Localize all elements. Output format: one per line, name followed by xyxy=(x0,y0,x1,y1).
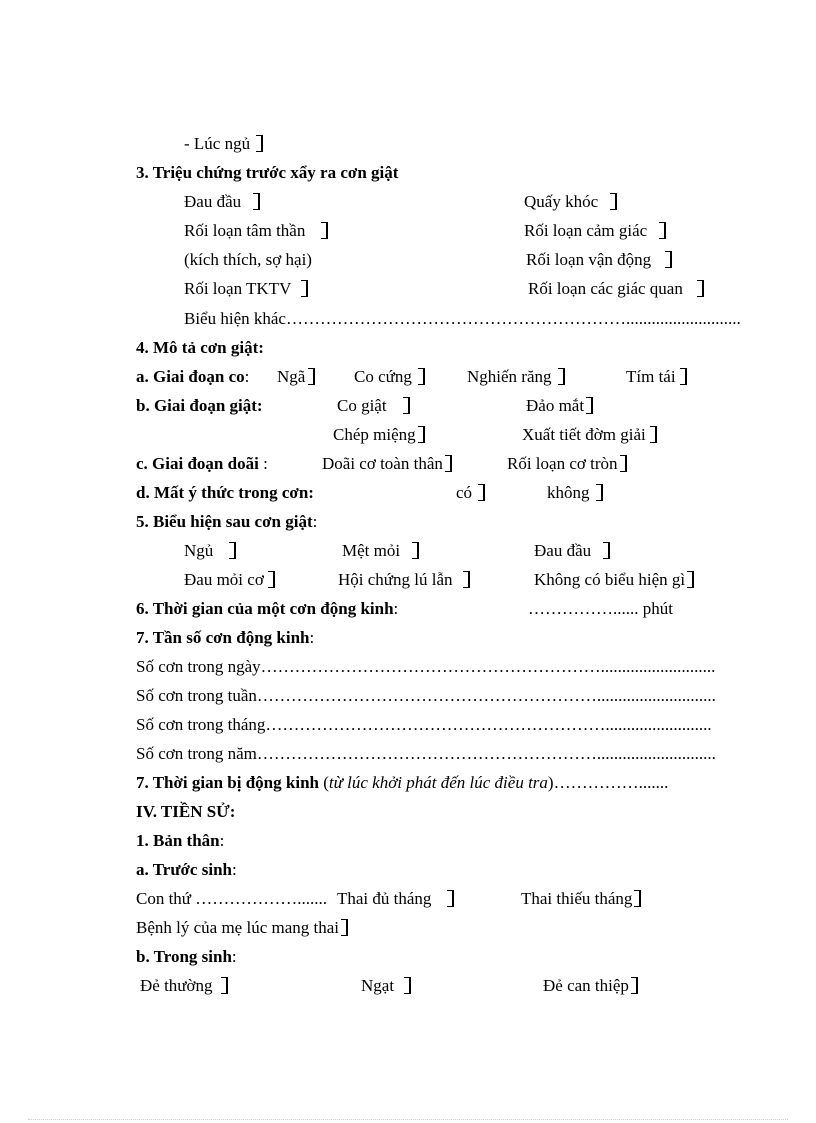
label-thai-du-thang: Thai đủ tháng xyxy=(337,889,432,908)
field-phut[interactable]: ……………...... phút xyxy=(528,599,673,618)
checkbox-xuat-tiet[interactable] xyxy=(650,426,657,443)
label-mat-y-thuc: d. Mất ý thức trong cơn: xyxy=(136,483,314,502)
label-tim-tai: Tím tái xyxy=(626,367,676,386)
section-5-label: 5. Biểu hiện sau cơn giật xyxy=(136,512,313,531)
checkbox-co-cung[interactable] xyxy=(418,368,425,385)
checkbox-benh-ly[interactable] xyxy=(341,919,348,936)
section-3-title: 3. Triệu chứng trước xẩy ra cơn giật xyxy=(136,163,399,182)
label-roi-loan-cam-giac: Rối loạn cảm giác xyxy=(524,221,648,240)
colon: : xyxy=(231,947,237,966)
option-co-cung xyxy=(354,367,425,387)
label-nga: Ngã xyxy=(277,367,306,386)
checkbox-ngat[interactable] xyxy=(404,977,411,994)
option-khong xyxy=(547,483,603,503)
label-roi-loan-co-tron: Rối loạn cơ tròn xyxy=(507,454,618,473)
label-giai-doan-doai: c. Giai đoạn doãi xyxy=(136,454,259,473)
checkbox-roi-loan-van-dong[interactable] xyxy=(665,251,672,268)
label-khong-bieu-hien: Không có biểu hiện gì xyxy=(534,570,686,589)
label-ban-than: 1. Bản thân xyxy=(136,831,220,850)
option-dao-mat xyxy=(526,396,593,416)
label-xuat-tiet: Xuất tiết đờm giải xyxy=(522,425,646,444)
checkbox-luc-ngu[interactable] xyxy=(256,135,263,152)
checkbox-roi-loan-tam-than[interactable] xyxy=(321,222,328,239)
checkbox-ngu[interactable] xyxy=(229,542,236,559)
option-thai-du-thang xyxy=(337,889,454,909)
section-6-title xyxy=(136,599,398,619)
section-6-label: 6. Thời gian của một cơn động kinh xyxy=(136,599,394,618)
option-ngat xyxy=(361,976,411,996)
label-trong-sinh: b. Trong sinh xyxy=(136,947,232,966)
paren-open: ( xyxy=(318,773,329,792)
field-so-con-ngay[interactable]: Số cơn trong ngày……………………………………………………........................... xyxy=(136,657,716,676)
section-7b-label: 7. Thời gian bị động kinh xyxy=(136,773,319,792)
colon: : xyxy=(231,860,237,879)
label-khong: không xyxy=(547,483,590,502)
label-roi-loan-van-dong: Rối loạn vận động xyxy=(526,250,652,269)
section-4-title: 4. Mô tả cơn giật: xyxy=(136,338,264,357)
label-de-thuong: Đẻ thường xyxy=(140,976,213,995)
option-ngu xyxy=(184,541,236,561)
section-7b-note: từ lúc khởi phát đến lúc điều tra xyxy=(328,773,548,792)
field-so-con-thang[interactable]: Số cơn trong tháng……………………………………………………......................... xyxy=(136,715,712,734)
row-giai-doan-doai xyxy=(136,454,268,474)
label-co-giat: Co giật xyxy=(337,396,387,415)
option-co-giat xyxy=(337,396,410,416)
checkbox-khong[interactable] xyxy=(596,484,603,501)
label-met-moi: Mệt mỏi xyxy=(342,541,401,560)
checkbox-de-thuong[interactable] xyxy=(221,977,228,994)
checkbox-dau-dau[interactable] xyxy=(253,193,260,210)
section-5-title xyxy=(136,512,317,532)
label-nghien-rang: Nghiến răng xyxy=(467,367,552,386)
label-quay-khoc: Quấy khóc xyxy=(524,192,599,211)
colon: : xyxy=(219,831,225,850)
label-roi-loan-tktv: Rối loạn TKTV xyxy=(184,279,292,298)
option-luc-ngu: - Lúc ngủ xyxy=(184,134,251,153)
heading-truoc-sinh xyxy=(136,860,237,880)
colon: : xyxy=(244,367,250,386)
option-co xyxy=(456,483,485,503)
option-roi-loan-co-tron xyxy=(507,454,627,474)
label-dau-dau: Đau đầu xyxy=(184,192,242,211)
label-doai-co: Doãi cơ toàn thân xyxy=(322,454,443,473)
option-dau-moi-co xyxy=(184,570,275,590)
field-so-con-tuan[interactable]: Số cơn trong tuần……………………………………………………............................ xyxy=(136,686,716,705)
option-de-thuong xyxy=(140,976,228,996)
checkbox-doai-co[interactable] xyxy=(445,455,452,472)
label-co-cung: Co cứng xyxy=(354,367,412,386)
checkbox-met-moi[interactable] xyxy=(412,542,419,559)
checkbox-nga[interactable] xyxy=(308,368,315,385)
checkbox-de-can-thiep[interactable] xyxy=(631,977,638,994)
checkbox-thai-thieu-thang[interactable] xyxy=(634,890,641,907)
label-giai-doan-co: a. Giai đoạn co xyxy=(136,367,245,386)
checkbox-nghien-rang[interactable] xyxy=(558,368,565,385)
field-bieu-hien-khac[interactable]: Biểu hiện khác……………………………………………………........................... xyxy=(184,309,741,328)
heading-trong-sinh xyxy=(136,947,237,967)
option-dau-dau-2 xyxy=(534,541,610,561)
label-benh-ly: Bệnh lý của mẹ lúc mang thai xyxy=(136,918,339,937)
checkbox-quay-khoc[interactable] xyxy=(610,193,617,210)
label-giai-doan-giat: b. Giai đoạn giật: xyxy=(136,396,263,415)
label-truoc-sinh: a. Trước sinh xyxy=(136,860,232,879)
option-doai-co xyxy=(322,454,452,474)
section-iv-title: IV. TIỀN SỬ: xyxy=(136,802,236,821)
checkbox-thai-du-thang[interactable] xyxy=(447,890,454,907)
checkbox-dau-dau-2[interactable] xyxy=(603,542,610,559)
label-dao-mat: Đảo mắt xyxy=(526,396,585,415)
option-dau-dau xyxy=(184,192,260,212)
label-co: có xyxy=(456,483,473,502)
option-roi-loan-tktv xyxy=(184,279,308,299)
option-chep-mieng xyxy=(333,425,425,445)
checkbox-tim-tai[interactable] xyxy=(680,368,687,385)
option-xuat-tiet xyxy=(522,425,657,445)
section-7b-title[interactable] xyxy=(136,773,668,793)
heading-ban-than xyxy=(136,831,224,851)
field-so-con-nam[interactable]: Số cơn trong năm……………………………………………………............................ xyxy=(136,744,716,763)
checkbox-roi-loan-giac-quan[interactable] xyxy=(697,280,704,297)
note-kich-thich: (kích thích, sợ hại) xyxy=(184,250,312,269)
label-chep-mieng: Chép miệng xyxy=(333,425,416,444)
checkbox-khong-bieu-hien[interactable] xyxy=(687,571,694,588)
colon: : xyxy=(258,454,268,473)
option-thai-thieu-thang xyxy=(521,889,641,909)
label-de-can-thiep: Đẻ can thiệp xyxy=(543,976,629,995)
label-roi-loan-giac-quan: Rối loạn các giác quan xyxy=(528,279,683,298)
section-7-title xyxy=(136,628,314,648)
option-roi-loan-van-dong xyxy=(526,250,672,270)
checkbox-co[interactable] xyxy=(478,484,485,501)
page-bottom-divider xyxy=(28,1119,788,1120)
option-roi-loan-giac-quan xyxy=(528,279,704,299)
option-quay-khoc xyxy=(524,192,617,212)
label-roi-loan-tam-than: Rối loạn tâm thần xyxy=(184,221,306,240)
row-giai-doan-co xyxy=(136,367,249,387)
checkbox-co-giat[interactable] xyxy=(403,397,410,414)
checkbox-roi-loan-co-tron[interactable] xyxy=(620,455,627,472)
paren-close-dots: )……………....... xyxy=(547,773,669,792)
section-7-label: 7. Tần số cơn động kinh xyxy=(136,628,310,647)
checkbox-dao-mat[interactable] xyxy=(586,397,593,414)
label-hoi-chung: Hội chứng lú lẫn xyxy=(338,570,453,589)
checkbox-dau-moi-co[interactable] xyxy=(268,571,275,588)
checkbox-roi-loan-tktv[interactable] xyxy=(301,280,308,297)
option-roi-loan-cam-giac xyxy=(524,221,666,241)
option-tim-tai xyxy=(626,367,687,387)
checkbox-roi-loan-cam-giac[interactable] xyxy=(659,222,666,239)
option-khong-bieu-hien xyxy=(534,570,694,590)
option-nga xyxy=(277,367,315,387)
label-thai-thieu-thang: Thai thiếu tháng xyxy=(521,889,633,908)
option-roi-loan-tam-than xyxy=(184,221,328,241)
option-hoi-chung xyxy=(338,570,470,590)
option-de-can-thiep xyxy=(543,976,638,996)
option-benh-ly xyxy=(136,918,348,938)
line-luc-ngu xyxy=(184,134,263,154)
label-ngu: Ngủ xyxy=(184,541,214,560)
checkbox-chep-mieng[interactable] xyxy=(418,426,425,443)
colon: : xyxy=(309,628,315,647)
label-dau-moi-co: Đau mỏi cơ xyxy=(184,570,264,589)
checkbox-hoi-chung[interactable] xyxy=(463,571,470,588)
colon: : xyxy=(393,599,399,618)
label-dau-dau-2: Đau đầu xyxy=(534,541,592,560)
field-con-thu[interactable]: Con thứ ………………....... xyxy=(136,889,328,908)
label-ngat: Ngạt xyxy=(361,976,395,995)
option-nghien-rang xyxy=(467,367,565,387)
colon: : xyxy=(312,512,318,531)
option-met-moi xyxy=(342,541,419,561)
